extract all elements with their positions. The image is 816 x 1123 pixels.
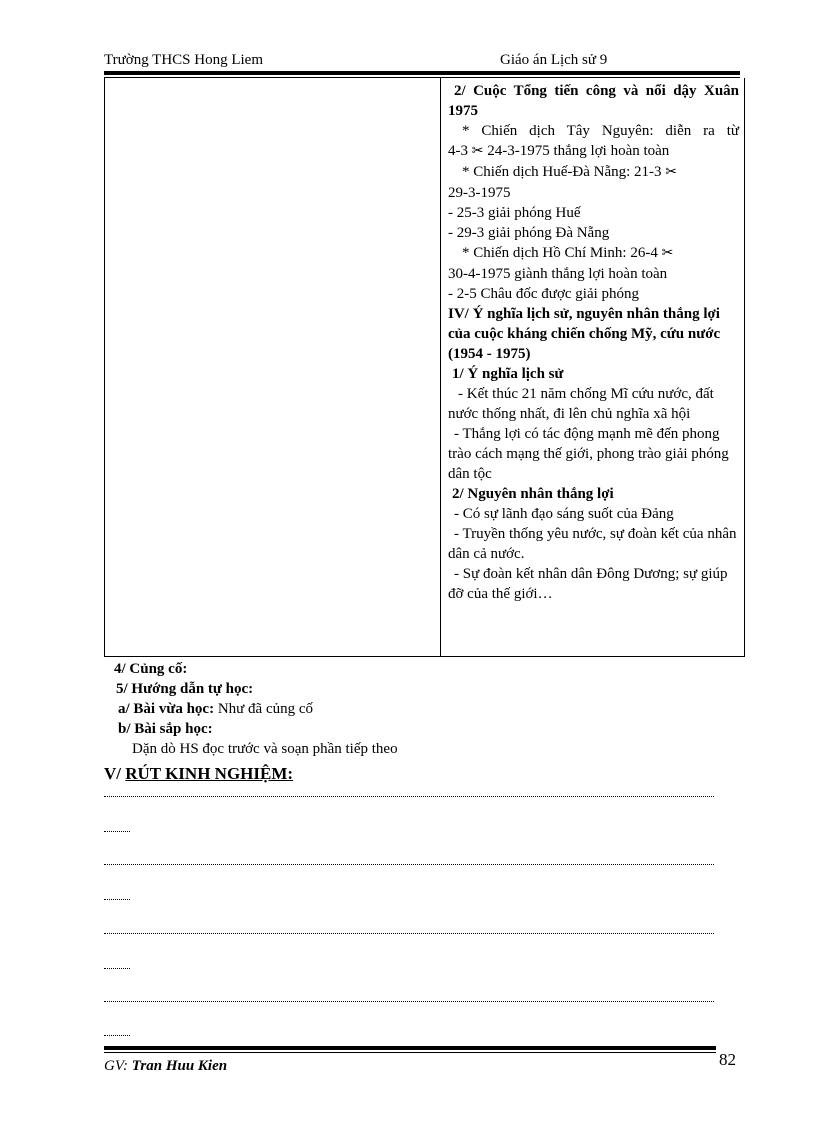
campaign-3-chaudoc: - 2-5 Châu đốc được giải phóng	[448, 286, 640, 302]
current-lesson-line: a/ Bài vừa học: Như đã củng cố	[118, 701, 314, 717]
subsection-reasons: 2/ Nguyên nhân thắng lợi	[452, 486, 614, 502]
lesson-wrapup	[114, 659, 398, 759]
campaign-2-end: 29-3-1975	[448, 185, 511, 201]
next-lesson-instructions: Dặn dò HS đọc trước và soạn phần tiếp theo	[132, 741, 398, 757]
dotted-line-short	[104, 1035, 130, 1036]
campaign-2-danang: - 29-3 giải phóng Đà Nẵng	[448, 225, 610, 241]
scissor-icon: ✂	[471, 144, 484, 159]
reason-point-1: - Có sự lãnh đạo sáng suốt của Đảng	[454, 506, 674, 522]
campaign-3-line: * Chiến dịch Hồ Chí Minh: 26-4 ✂	[462, 245, 674, 261]
meaning-point-2: - Thắng lợi có tác động mạnh mẽ đến phong trào cách mạng thế giới, phong trào giải phóng dân tộc	[448, 426, 729, 482]
campaign-3-end: 30-4-1975 giành thắng lợi hoàn toàn	[448, 266, 668, 282]
header-school: Trường THCS Hong Liem	[104, 52, 264, 68]
footer-rule	[104, 1046, 716, 1050]
consolidation-heading: 4/ Củng cố:	[114, 661, 188, 677]
dotted-line	[104, 1001, 714, 1002]
self-study-heading: 5/ Hướng dẫn tự học:	[116, 681, 254, 697]
reason-point-2: - Truyền thống yêu nước, sự đoàn kết của nhân dân cả nước.	[448, 526, 737, 562]
reason-point-3: - Sự đoàn kết nhân dân Đông Dương; sự giúp đỡ của thế giới…	[448, 566, 728, 602]
header-rule	[104, 71, 740, 75]
campaign-1-line: * Chiến dịch Tây Nguyên: diễn ra từ	[462, 123, 739, 139]
lesson-table	[104, 78, 745, 657]
footer-rule-thin	[104, 1052, 716, 1053]
table-right-column	[448, 81, 739, 604]
experience-heading: V/ RÚT KINH NGHIỆM:	[104, 764, 294, 783]
dotted-line-short	[104, 899, 130, 900]
section-heading-4: IV/ Ý nghĩa lịch sử, nguyên nhân thắng lợi của cuộc kháng chiến chống Mỹ, cứu nước (1954 - 1975)	[448, 306, 721, 362]
subsection-meaning: 1/ Ý nghĩa lịch sử	[452, 366, 564, 382]
footer-teacher: GV: Tran Huu Kien	[104, 1058, 228, 1074]
dotted-line	[104, 864, 714, 865]
campaign-2-line: * Chiến dịch Huế-Đà Nẵng: 21-3 ✂	[462, 164, 678, 180]
section-heading-2: 2/ Cuộc Tổng tiến công và nổi dậy Xuân 1975	[448, 83, 739, 119]
campaign-2-hue: - 25-3 giải phóng Huế	[448, 205, 581, 221]
header-subject: Giáo án Lịch sử 9	[500, 52, 608, 68]
campaign-1-dates: 4-3 ✂ 24-3-1975 thắng lợi hoàn toàn	[448, 143, 670, 159]
dotted-line	[104, 796, 714, 797]
page-number: 82	[719, 1050, 736, 1069]
meaning-point-1: - Kết thúc 21 năm chống Mĩ cứu nước, đất nước thống nhất, đi lên chủ nghĩa xã hội	[448, 386, 714, 422]
scissor-icon: ✂	[661, 246, 674, 261]
dotted-line	[104, 933, 714, 934]
dotted-line-short	[104, 968, 130, 969]
dotted-line-short	[104, 831, 130, 832]
table-column-divider	[440, 78, 441, 656]
next-lesson-heading: b/ Bài sắp học:	[118, 721, 213, 737]
scissor-icon: ✂	[665, 165, 678, 180]
